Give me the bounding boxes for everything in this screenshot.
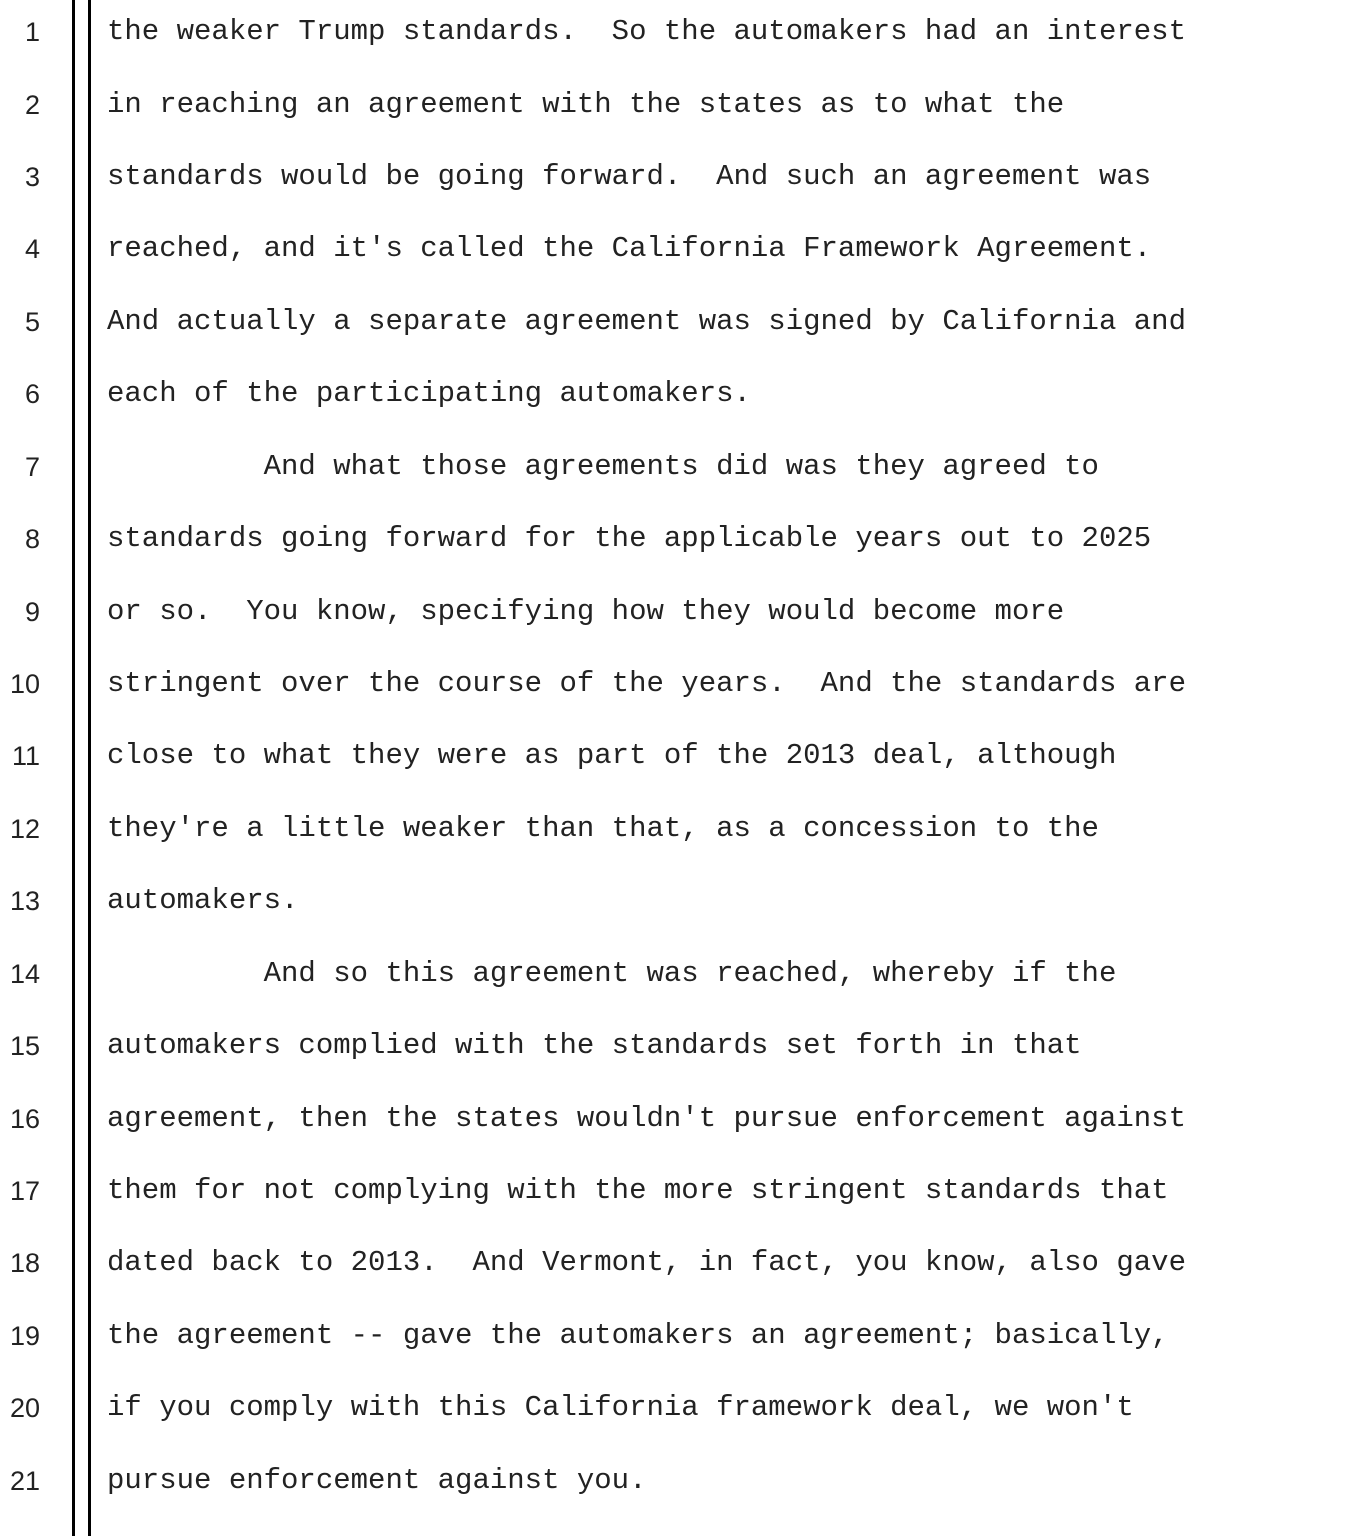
line-text: standards would be going forward. And such an agreement was xyxy=(107,160,1152,193)
transcript-line xyxy=(0,1461,1346,1501)
transcript-line xyxy=(0,809,1346,849)
transcript-line xyxy=(0,1316,1346,1356)
line-number: 14 xyxy=(9,959,40,989)
transcript-line xyxy=(0,881,1346,921)
line-number: 12 xyxy=(9,814,40,844)
transcript-line xyxy=(0,1099,1346,1139)
line-number: 5 xyxy=(24,307,40,337)
line-text: dated back to 2013. And Vermont, in fact, you know, also gave xyxy=(107,1246,1186,1279)
transcript-line xyxy=(0,519,1346,559)
line-text: agreement, then the states wouldn't pursue enforcement against xyxy=(107,1102,1186,1135)
line-number: 4 xyxy=(24,234,40,264)
transcript-line xyxy=(0,1026,1346,1066)
transcript-line xyxy=(0,664,1346,704)
transcript-line xyxy=(0,85,1346,125)
line-text: And actually a separate agreement was signed by California and xyxy=(107,305,1186,338)
transcript-line xyxy=(0,12,1346,52)
line-text: close to what they were as part of the 2013 deal, although xyxy=(107,739,1117,772)
line-number: 13 xyxy=(9,886,40,916)
line-text: each of the participating automakers. xyxy=(107,377,751,410)
line-text: And what those agreements did was they agreed to xyxy=(107,450,1099,483)
line-text: if you comply with this California framework deal, we won't xyxy=(107,1391,1134,1424)
transcript-line xyxy=(0,736,1346,776)
line-text: standards going forward for the applicable years out to 2025 xyxy=(107,522,1152,555)
transcript-line xyxy=(0,1388,1346,1428)
line-text: automakers. xyxy=(107,884,299,917)
line-text: them for not complying with the more stringent standards that xyxy=(107,1174,1169,1207)
line-number: 10 xyxy=(9,669,40,699)
line-text: stringent over the course of the years. And the standards are xyxy=(107,667,1186,700)
line-number: 21 xyxy=(9,1466,40,1496)
line-number: 15 xyxy=(9,1031,40,1061)
line-number: 6 xyxy=(24,379,40,409)
line-number: 1 xyxy=(24,17,40,47)
line-number: 9 xyxy=(24,597,40,627)
line-number: 3 xyxy=(24,162,40,192)
transcript-line xyxy=(0,229,1346,269)
transcript-line xyxy=(0,1243,1346,1283)
line-number: 19 xyxy=(9,1321,40,1351)
line-text: in reaching an agreement with the states as to what the xyxy=(107,88,1065,121)
transcript-line xyxy=(0,954,1346,994)
transcript-line xyxy=(0,374,1346,414)
line-text: or so. You know, specifying how they would become more xyxy=(107,595,1065,628)
line-text: automakers complied with the standards set forth in that xyxy=(107,1029,1082,1062)
line-text: pursue enforcement against you. xyxy=(107,1464,647,1497)
line-number: 8 xyxy=(24,524,40,554)
line-number: 17 xyxy=(9,1176,40,1206)
line-text: reached, and it's called the California Framework Agreement. xyxy=(107,232,1152,265)
transcript-line xyxy=(0,592,1346,632)
transcript-line xyxy=(0,302,1346,342)
transcript-line xyxy=(0,157,1346,197)
transcript-line xyxy=(0,1171,1346,1211)
transcript-line xyxy=(0,447,1346,487)
line-number: 16 xyxy=(9,1104,40,1134)
line-number: 7 xyxy=(24,452,40,482)
line-number: 11 xyxy=(11,741,40,771)
line-text: the agreement -- gave the automakers an agreement; basically, xyxy=(107,1319,1169,1352)
line-number: 2 xyxy=(24,90,40,120)
line-number: 18 xyxy=(9,1248,40,1278)
line-text: And so this agreement was reached, whereby if the xyxy=(107,957,1117,990)
line-text: the weaker Trump standards. So the automakers had an interest xyxy=(107,15,1186,48)
line-number: 20 xyxy=(9,1393,40,1423)
line-text: they're a little weaker than that, as a concession to the xyxy=(107,812,1099,845)
